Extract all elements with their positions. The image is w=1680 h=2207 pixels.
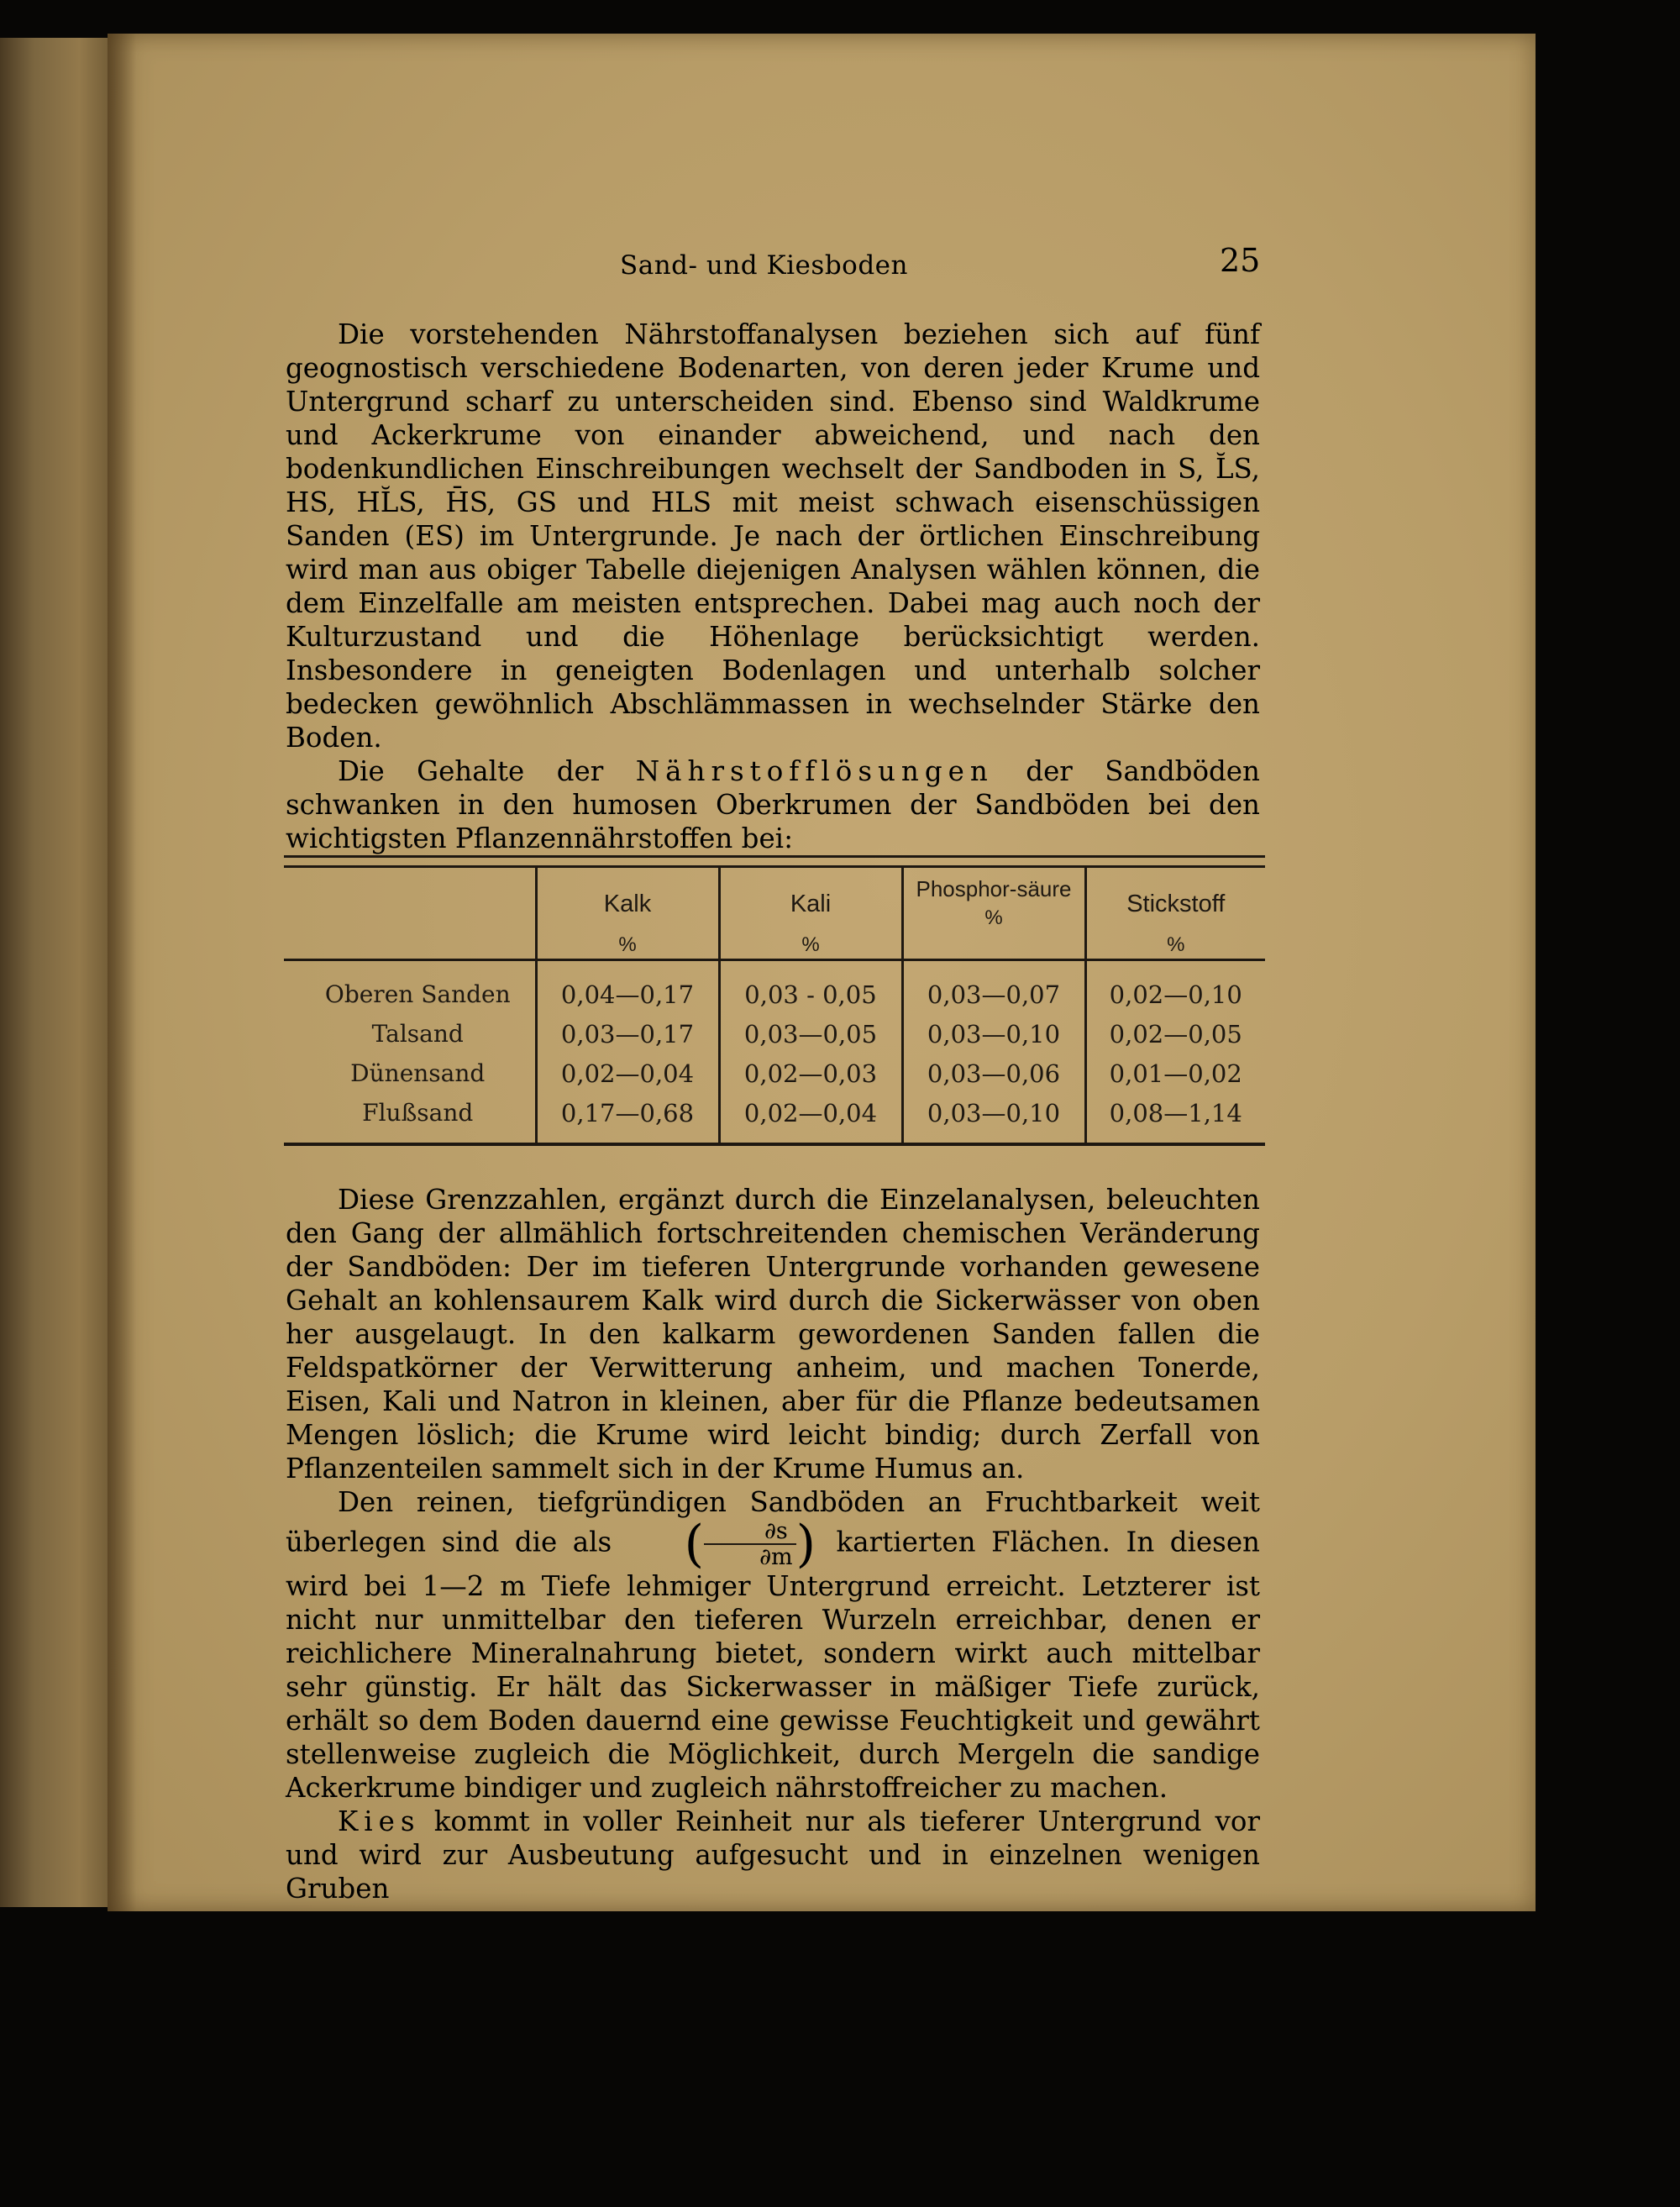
p2-text-post: der Sandböden schwanken in den humosen Oberkrumen der Sandböden bei den wichtigsten Pflanzennährstoffen bei:: [286, 755, 1260, 854]
table-cell: 0,03—0,10: [902, 1014, 1085, 1054]
table-top-rule: [284, 855, 1265, 868]
table-row: [284, 960, 1265, 1015]
table-cell: 0,04—0,17: [536, 960, 719, 1015]
p2-spaced-term: Nährstofflösungen: [635, 755, 994, 787]
fraction-numerator: ∂s: [704, 1519, 796, 1545]
table-row: [284, 1093, 1265, 1143]
p4-text-pre: Den reinen, tiefgründigen Sandböden an Fruchtbarkeit weit überlegen sind die als: [286, 1486, 1260, 1558]
column-header-phosphorsaeure: Phosphor-säure %: [902, 868, 1085, 960]
table-cell: 0,01—0,02: [1085, 1054, 1265, 1093]
table-cell: 0,03 - 0,05: [719, 960, 902, 1015]
table-cell: 0,02—0,10: [1085, 960, 1265, 1015]
fraction-denominator: ∂m: [759, 1544, 793, 1570]
table-cell: 0,02—0,04: [536, 1054, 719, 1093]
page-gutter-shadow: [108, 34, 136, 1911]
table-cell: 0,17—0,68: [536, 1093, 719, 1143]
page-number: 25: [1220, 242, 1261, 279]
column-header-kalk: Kalk %: [536, 868, 719, 960]
table-corner-cell: [284, 868, 536, 960]
row-label: Oberen Sanden: [324, 980, 511, 1008]
paragraph-group-lower: [286, 1183, 1260, 1905]
nutrient-range-table: [284, 868, 1265, 1143]
table-header-row: [284, 868, 1265, 960]
table-cell: 0,08—1,14: [1085, 1093, 1265, 1143]
table-cell: 0,03—0,17: [536, 1014, 719, 1054]
table-bottom-rule: [284, 1143, 1265, 1146]
running-head: Sand- und Kiesboden: [620, 250, 908, 281]
table-cell: 0,03—0,07: [902, 960, 1085, 1015]
table-cell: 0,02—0,04: [719, 1093, 902, 1143]
table-cell: 0,03—0,06: [902, 1054, 1085, 1093]
table-row: [284, 1014, 1265, 1054]
p2-text-pre: Die Gehalte der: [338, 755, 604, 787]
row-label: Talsand: [371, 1020, 464, 1048]
table-cell: 0,03—0,10: [902, 1093, 1085, 1143]
table-cell: 0,02—0,05: [1085, 1014, 1265, 1054]
column-header-stickstoff: Stickstoff %: [1085, 868, 1265, 960]
table-cell: 0,03—0,05: [719, 1014, 902, 1054]
table-row: [284, 1054, 1265, 1093]
left-page-edge: [0, 38, 113, 1907]
row-label: Flußsand: [362, 1099, 474, 1127]
row-label: Dünensand: [350, 1059, 486, 1087]
paragraph-nutrient-analyses: [286, 318, 1260, 855]
paragraph-3: Diese Grenzzahlen, ergänzt durch die Einzelanalysen, beleuchten den Gang der allmählich fortschreitenden chemischen Veränderung der Sandböden: Der im tieferen Untergrunde vorhanden gewesene Gehalt an kohlensaurem Kalk wird durch die Sickerwässer von oben her ausgelaugt. In den kalkarm gewordenen Sanden fallen die Feldspatkörner der Verwitterung anheim, und machen Tonerde, Eisen, Kali und Natron in kleinen, aber für die Pflanze bedeutsamen Mengen löslich; die Krume wird leicht bindig; durch Zerfall von Pflanzenteilen sammelt sich in der Krume Humus an.: [286, 1184, 1260, 1484]
paragraph-1: Die vorstehenden Nährstoffanalysen beziehen sich auf fünf geognostisch verschiedene Bodenarten, von deren jeder Krume und Untergrund scharf zu unterscheiden sind. Ebenso sind Waldkrume und Ackerkrume von einander abweichend, und nach den bodenkundlichen Einschreibungen wechselt der Sandboden in S, L̆S, HS, HL̆S, H̄S, GS und HLS mit meist schwach eisenschüssigen Sanden (ES) im Untergrunde. Je nach der örtlichen Einschreibung wird man aus obiger Tabelle diejenigen Analysen wählen können, die dem Einzelfalle am meisten entsprechen. Dabei mag auch noch der Kulturzustand und die Höhenlage berücksichtigt werden. Insbesondere in geneigten Bodenlagen und unterhalb solcher bedecken gewöhnlich Abschlämmassen in wechselnder Stärke den Boden.: [286, 318, 1260, 754]
p5-spaced-term: Kies: [338, 1805, 421, 1837]
paragraph-5: [286, 1805, 1260, 1905]
paragraph-2: [286, 754, 1260, 855]
column-header-kali: Kali %: [719, 868, 902, 960]
paragraph-4: [286, 1485, 1260, 1805]
fraction-ds-dm: ( $\frac{\partial s}{\partial m}$ ): [684, 1515, 816, 1574]
p4-text-post: kartierten Flächen. In diesen wird bei 1—2 m Tiefe lehmiger Untergrund erreicht. Letzterer ist nicht nur unmittelbar den tieferen Wurzeln erreichbar, denen er reichlichere Mineralnahrung bietet, sondern wirkt auch mittelbar sehr günstig. Er hält das Sickerwasser in mäßiger Tiefe zurück, erhält so dem Boden dauernd eine gewisse Feuchtigkeit und gewährt stellenweise zugleich die Möglichkeit, durch Mergeln die sandige Ackerkrume bindiger und zugleich nährstoffreicher zu machen.: [286, 1526, 1260, 1804]
p5-text-post: kommt in voller Reinheit nur als tieferer Untergrund vor und wird zur Ausbeutung aufgesucht und in einzelnen wenigen Gruben: [286, 1805, 1260, 1905]
nutrient-table: [284, 855, 1265, 1146]
table-cell: 0,02—0,03: [719, 1054, 902, 1093]
